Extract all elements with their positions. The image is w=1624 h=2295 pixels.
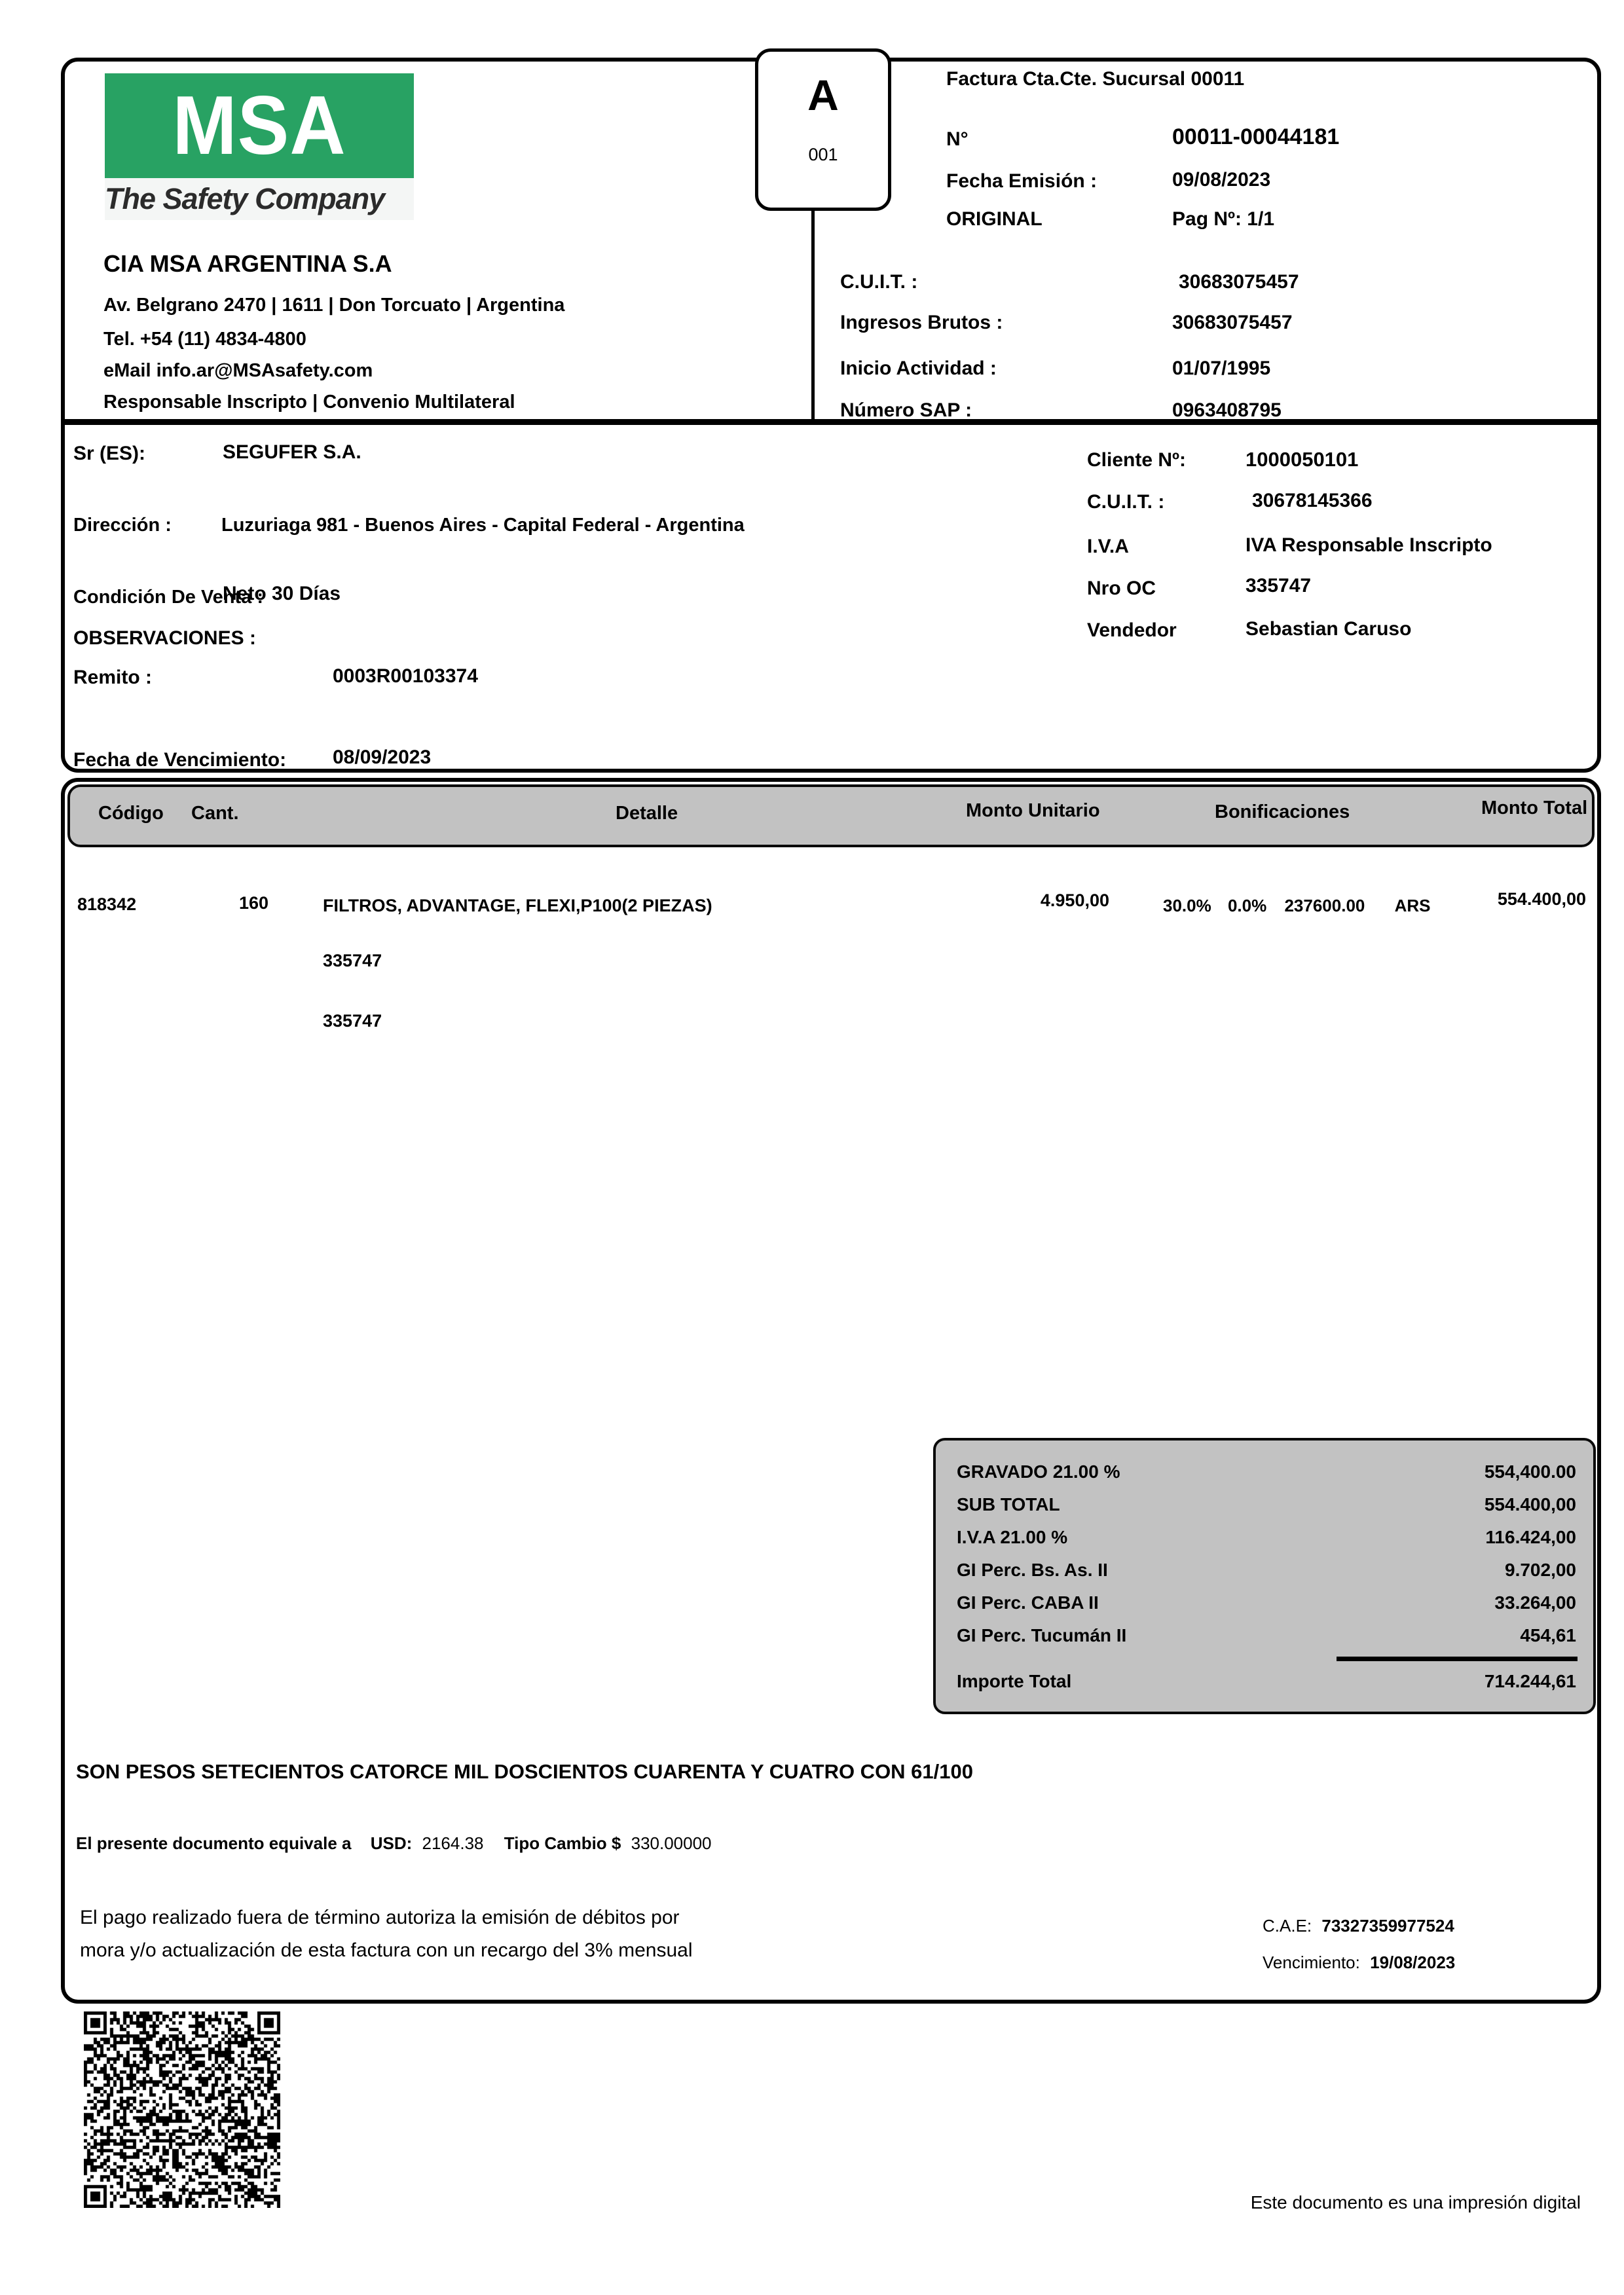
total-label: GI Perc. Bs. As. II [957, 1560, 1108, 1580]
due-date: 08/09/2023 [333, 746, 432, 768]
importe-total-value: 714.244,61 [1484, 1671, 1576, 1691]
vendedor-label: Vendedor [1087, 619, 1177, 641]
item-bonificaciones [1163, 896, 1431, 916]
col-header-bonificaciones: Bonificaciones [1215, 801, 1350, 822]
col-header-monto-total: Monto Total [1481, 798, 1588, 818]
total-label: SUB TOTAL [957, 1494, 1060, 1515]
msa-logo [105, 73, 414, 178]
usd-label: USD: [370, 1833, 413, 1853]
item-cant: 160 [238, 893, 268, 913]
usd-value: 2164.38 [422, 1833, 484, 1853]
company-tax-status: Responsable Inscripto | Convenio Multilateral [103, 392, 515, 413]
invoice-letter: A [807, 71, 839, 119]
inicio-actividad-label: Inicio Actividad : [840, 358, 997, 379]
remito-number: 0003R00103374 [333, 665, 478, 687]
col-header-codigo: Código [98, 803, 164, 824]
invoice-letter-code: 001 [808, 145, 838, 164]
nro-oc: 335747 [1246, 575, 1312, 597]
due-date-label: Fecha de Vencimiento: [73, 749, 287, 771]
usd-equivalence-line [76, 1833, 712, 1854]
sale-condition: Neto 30 Días [223, 583, 341, 604]
company-address: Av. Belgrano 2470 | 1611 | Don Torcuato | Argentina [103, 295, 565, 316]
vendedor: Sebastian Caruso [1246, 618, 1412, 640]
client-cuit-label: C.U.I.T. : [1087, 491, 1165, 513]
late-payment-line2: mora y/o actualización de esta factura con un recargo del 3% mensual [80, 1939, 693, 1961]
invoice-letter-box [755, 48, 891, 211]
item-monto-unitario: 4.950,00 [1040, 890, 1109, 910]
qr-code [84, 2011, 280, 2208]
msa-logo-tagline-strip [105, 178, 414, 220]
invoice-title: Factura Cta.Cte. Sucursal 00011 [946, 68, 1245, 90]
item-monto-total: 554.400,00 [1497, 889, 1586, 909]
ingresos-brutos-label: Ingresos Brutos : [840, 312, 1003, 333]
numero-sap: 0963408795 [1172, 399, 1282, 421]
total-value: 554.400,00 [1484, 1494, 1576, 1515]
company-email: eMail info.ar@MSAsafety.com [103, 360, 373, 381]
customer-sr-label: Sr (ES): [73, 443, 146, 464]
sale-condition-label: Condición De Venta : [73, 587, 264, 608]
original-label: ORIGINAL [946, 208, 1043, 230]
company-name: CIA MSA ARGENTINA S.A [103, 250, 392, 277]
late-payment-line1: El pago realizado fuera de término autoriza la emisión de débitos por [80, 1907, 680, 1928]
table-header-bar [67, 784, 1595, 847]
customer-address-label: Dirección : [73, 515, 172, 536]
total-value: 33.264,00 [1494, 1592, 1576, 1613]
customer-name: SEGUFER S.A. [223, 441, 361, 463]
cae-vencimiento-line [1263, 1953, 1455, 1973]
invoice-number-label: N° [946, 128, 969, 150]
msa-logo-text: MSA [172, 79, 346, 173]
observaciones-label: OBSERVACIONES : [73, 627, 256, 649]
cae-number: 73327359977524 [1321, 1916, 1454, 1936]
client-iva-label: I.V.A [1087, 536, 1129, 557]
total-value: 554,400.00 [1484, 1461, 1576, 1482]
item-bonif-pct1: 30.0% [1163, 896, 1211, 915]
col-header-monto-unitario: Monto Unitario [966, 800, 1100, 821]
customer-address: Luzuriaga 981 - Buenos Aires - Capital Federal - Argentina [221, 515, 745, 536]
col-header-cant: Cant. [191, 803, 239, 824]
cae-venc-label: Vencimiento: [1263, 1953, 1360, 1972]
cae-venc-date: 19/08/2023 [1370, 1953, 1456, 1972]
col-header-detalle: Detalle [616, 803, 678, 824]
client-iva: IVA Responsable Inscripto [1246, 534, 1492, 556]
total-label: GI Perc. Tucumán II [957, 1625, 1127, 1645]
company-cuit: 30683075457 [1179, 271, 1299, 293]
numero-sap-label: Número SAP : [840, 399, 972, 421]
tc-value: 330.00000 [631, 1833, 712, 1853]
item-bonif-pct2: 0.0% [1227, 896, 1267, 915]
item-detalle-line2: 335747 [323, 951, 382, 970]
tc-label: Tipo Cambio $ [504, 1833, 621, 1853]
cae-line [1263, 1916, 1454, 1936]
issue-date: 09/08/2023 [1172, 169, 1271, 191]
company-phone: Tel. +54 (11) 4834-4800 [103, 329, 306, 350]
totals-rule [1337, 1657, 1578, 1661]
client-number-label: Cliente Nº: [1087, 449, 1186, 471]
ingresos-brutos: 30683075457 [1172, 312, 1293, 333]
invoice-number: 00011-00044181 [1172, 124, 1340, 149]
item-detalle: FILTROS, ADVANTAGE, FLEXI,P100(2 PIEZAS) [323, 896, 712, 915]
equiv-prefix: El presente documento equivale a [76, 1833, 352, 1853]
item-codigo: 818342 [77, 894, 137, 914]
cae-label: C.A.E: [1263, 1916, 1312, 1936]
client-cuit: 30678145366 [1252, 490, 1373, 511]
total-label: I.V.A 21.00 % [957, 1527, 1068, 1547]
total-label: GI Perc. CABA II [957, 1592, 1099, 1613]
amount-in-words: SON PESOS SETECIENTOS CATORCE MIL DOSCIENTOS CUARENTA Y CUATRO CON 61/100 [76, 1760, 973, 1783]
total-value: 454,61 [1520, 1625, 1576, 1645]
msa-logo-tagline: The Safety Company [105, 182, 385, 215]
inicio-actividad: 01/07/1995 [1172, 358, 1271, 379]
header-customer-divider [61, 419, 1601, 425]
totals-box [933, 1438, 1596, 1714]
issue-date-label: Fecha Emisión : [946, 170, 1098, 192]
item-bonif-amount: 237600.00 [1284, 896, 1365, 915]
company-cuit-label: C.U.I.T. : [840, 271, 918, 293]
client-number: 1000050101 [1246, 448, 1359, 471]
total-label: GRAVADO 21.00 % [957, 1461, 1120, 1482]
importe-total-label: Importe Total [957, 1671, 1072, 1691]
item-detalle-line3: 335747 [323, 1011, 382, 1031]
remito-label: Remito : [73, 667, 152, 688]
total-value: 116.424,00 [1485, 1527, 1576, 1547]
page-number: Pag Nº: 1/1 [1172, 208, 1275, 230]
items-box [61, 778, 1601, 2004]
item-currency: ARS [1394, 896, 1431, 915]
digital-print-note: Este documento es una impresión digital [1250, 2192, 1581, 2212]
nro-oc-label: Nro OC [1087, 578, 1156, 599]
total-value: 9.702,00 [1505, 1560, 1576, 1580]
